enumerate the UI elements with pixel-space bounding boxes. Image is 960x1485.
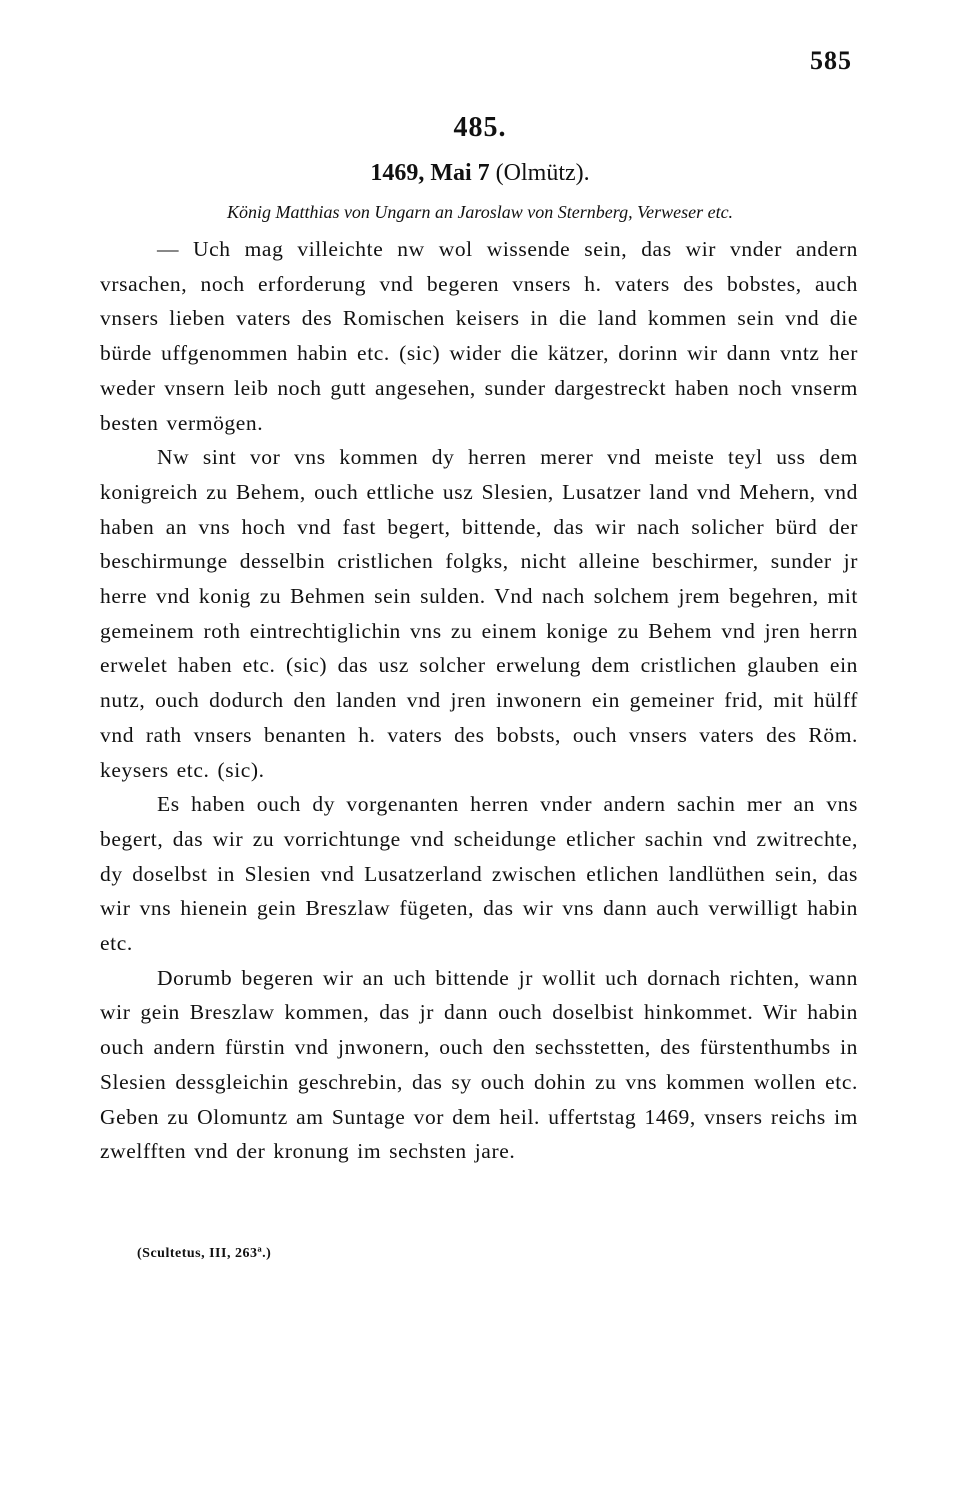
date: 1469, Mai 7: [370, 160, 490, 186]
date-line: [0, 160, 960, 187]
paragraph-4: Dorumb begeren wir an uch bittende jr wollit uch dornach richten, wann wir gein Breszlaw kommen, das jr dann ouch doselbist hinkommet. Wir habin ouch andern fürstin vnd jnwonern, ouch den sechsstetten, des fürstenthumbs in Slesien dessgleichin geschrebin, das sy ouch dohin zu vns kommen wollen etc. Geben zu Olomuntz am Suntage vor dem heil. uffertstag 1469, vnsers reichs im zwelfften vnd der kronung im sechsten jare.: [100, 965, 858, 1164]
paragraph-3: Es haben ouch dy vorgenanten herren vnder andern sachin mer an vns begert, das wir zu vorrichtunge vnd scheidunge etlicher sachin vnd zwitrechte, dy doselbst in Slesien vnd Lusatzerland zwischen etlichen landlüthen sein, das wir vns hienein gein Breszlaw fügeten, das wir vns dann auch verwilligt habin etc.: [100, 792, 858, 956]
place: (Olmütz).: [489, 160, 590, 186]
paragraph-1: — Uch mag villeichte nw wol wissende sein, das wir vnder andern vrsachen, noch erforderung vnd begeren vnsers h. vaters des bobstes, auch vnsers lieben vaters des Romischen keisers in die land kommen sein vnd die bürde uffgenommen habin etc. (sic) wider die kätzer, dorinn wir dann vntz her weder vnsern leib noch gutt angesehen, sunder dargestreckt haben noch vnserm besten vermögen.: [100, 237, 858, 435]
source-note: (Scultetus, III, 263ª.): [137, 1246, 272, 1261]
document-number: 485.: [453, 112, 507, 143]
document-body: [100, 232, 858, 1169]
page-number: 585: [810, 46, 852, 75]
paragraph-2: Nw sint vor vns kommen dy herren merer vnd meiste teyl uss dem konigreich zu Behem, ouch ettliche usz Slesien, Lusatzer land vnd Mehern, vnd haben an vns hoch vnd fast begert, bittende, das wir nach solicher bürd der beschirmunge desselbin cristlichen folgks, nicht alleine beschirmer, sunder jr herre vnd konig zu Behmen sein sulden. Vnd nach solchem jrem begehren, mit gemeinem roth eintrechtiglichin vns zu einem konige zu Behem vnd jren herrn erwelet haben etc. (sic) das usz solcher erwelung dem cristlichen glauben ein nutz, ouch dodurch den landen vnd jren inwonern ein gemeiner frid, mit hülff vnd rath vnsers benanten h. vaters des bobsts, ouch vnsers vaters des Röm. keysers etc. (sic).: [100, 445, 858, 782]
regest-heading: König Matthias von Ungarn an Jaroslaw von Sternberg, Verweser etc.: [226, 202, 734, 222]
